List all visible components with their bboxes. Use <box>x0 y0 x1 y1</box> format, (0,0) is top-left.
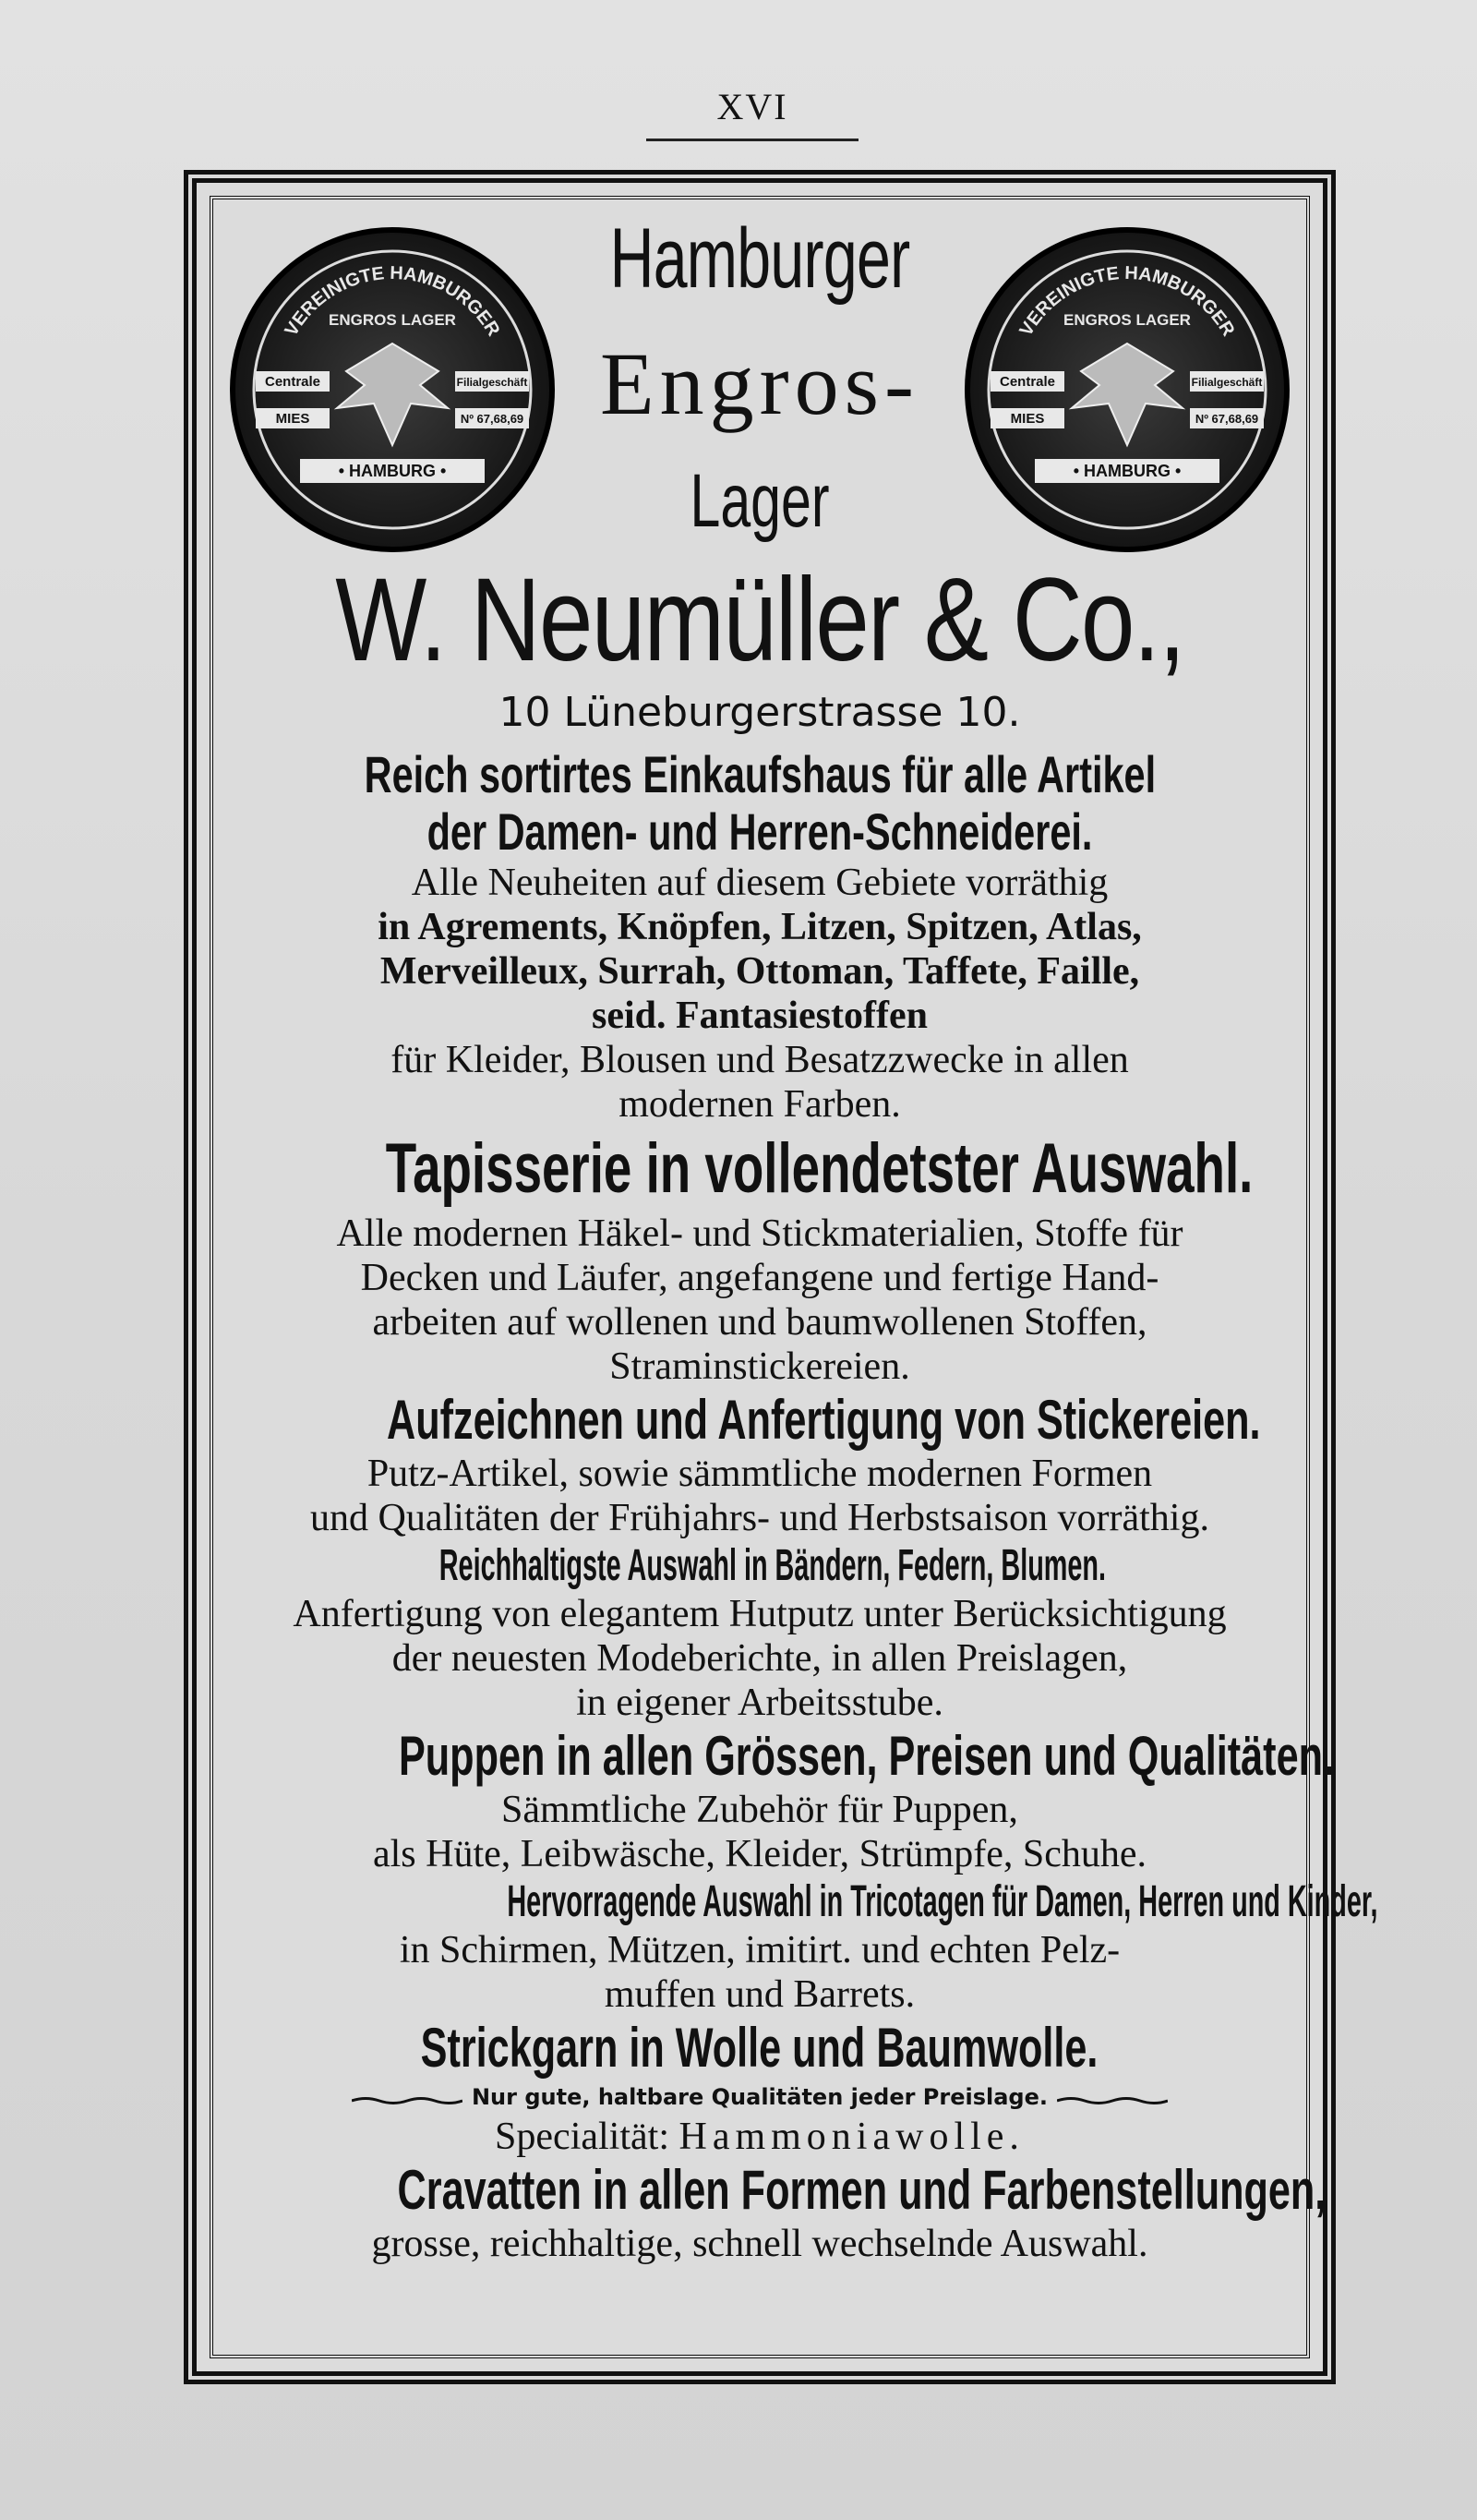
body-line-row <box>217 1928 1303 1972</box>
body-line-row <box>217 1725 1334 1788</box>
body-line: Merveilleux, Surrah, Ottoman, Taffete, Faille, <box>379 950 1140 993</box>
left-seal-top-text: VEREINIGTE HAMBURGER <box>281 262 504 340</box>
body-line-row <box>217 1592 1303 1636</box>
body-line-row <box>217 949 1303 994</box>
left-seal-sub-text: ENGROS LAGER <box>329 311 456 329</box>
body-line-row <box>217 1344 1303 1389</box>
page-number: XVI <box>716 86 788 127</box>
speciality-row <box>217 2115 1303 2159</box>
body-line-row <box>217 1256 1303 1300</box>
body-line-row <box>217 1212 1303 1256</box>
body-line-row <box>217 1127 1303 1212</box>
body-line: Alle Neuheiten auf diesem Gebiete vorräthig <box>411 862 1109 904</box>
left-seal-right-small: Nº 67,68,69 <box>460 412 524 426</box>
body-line-row <box>217 1082 1303 1127</box>
body-line: als Hüte, Leibwäsche, Kleider, Strümpfe, Schuhe. <box>372 1833 1147 1875</box>
right-seal-left-small: MIES <box>1010 411 1045 427</box>
cravat-line: Cravatten in allen Formen und Farbenstellungen, <box>397 2159 1327 2221</box>
body-line: Reich sortirtes Einkaufshaus für alle Artikel <box>364 745 1156 803</box>
left-seal-city: • HAMBURG • <box>338 462 447 480</box>
body-line: Straminstickereien. <box>609 1345 910 1388</box>
body-line-row <box>217 1876 1378 1928</box>
quality-note-row <box>217 2080 1303 2115</box>
body-line-row <box>217 1452 1303 1496</box>
body-line: Putz-Artikel, sowie sämmtliche modernen Formen <box>366 1453 1153 1495</box>
advertisement-frame <box>192 178 1378 2376</box>
body-line: Anfertigung von elegantem Hutputz unter Berücksichtigung <box>293 1593 1227 1635</box>
page-number-rule <box>646 139 859 141</box>
header-line-hamburger: Hamburger <box>609 211 910 306</box>
body-line-row <box>217 994 1303 1038</box>
body-line-row <box>217 1636 1303 1681</box>
firm-name: W. Neumüller & Co., <box>335 554 1184 686</box>
body-line: Strickgarn in Wolle und Baumwolle. <box>421 2017 1099 2079</box>
body-line-row <box>217 1540 1303 1592</box>
body-line: und Qualitäten der Frühjahrs- und Herbstsaison vorräthig. <box>310 1497 1209 1539</box>
body-line-row <box>217 1389 1303 1452</box>
body-line-row <box>217 1038 1303 1082</box>
body-line: Sämmtliche Zubehör für Puppen, <box>501 1789 1018 1831</box>
final-line: grosse, reichhaltige, schnell wechselnde Auswahl. <box>371 2223 1148 2265</box>
firm-address: 10 Lüneburgerstrasse 10. <box>498 689 1021 736</box>
advertisement-body <box>217 745 1378 2266</box>
body-line: in eigener Arbeitsstube. <box>576 1682 943 1724</box>
body-line: der neuesten Modeberichte, in allen Preislagen, <box>391 1637 1128 1680</box>
left-flourish-icon <box>342 2092 472 2108</box>
body-line: muffen und Barrets. <box>604 1973 916 2016</box>
right-seal-top-text: VEREINIGTE HAMBURGER <box>1015 262 1239 340</box>
body-line: Puppen in allen Grössen, Preisen und Qualitäten. <box>398 1725 1334 1787</box>
body-line-row <box>217 746 1303 803</box>
body-line: Tapisserie in vollendetster Auswahl. <box>385 1129 1254 1208</box>
left-seal-left-small: MIES <box>275 411 310 427</box>
body-line-row <box>217 905 1303 949</box>
speciality-value: Hammoniawolle. <box>678 2116 1025 2158</box>
header-line-lager: Lager <box>690 459 830 543</box>
body-line-row <box>217 1496 1303 1540</box>
body-line: in Schirmen, Mützen, imitirt. und echten Pelz- <box>399 1929 1121 1971</box>
body-line: Decken und Läufer, angefangene und fertige Hand- <box>360 1257 1159 1299</box>
cravat-row <box>217 2159 1327 2222</box>
body-line-row <box>217 1681 1303 1725</box>
body-line: für Kleider, Blousen und Besatzzwecke in allen <box>390 1039 1129 1081</box>
body-line-row <box>217 803 1303 861</box>
body-line-row <box>217 861 1303 905</box>
body-line: Hervorragende Auswahl in Tricotagen für Damen, Herren und Kinder, <box>507 1877 1378 1926</box>
right-seal-right-label: Filialgeschäft <box>1191 376 1263 389</box>
body-line-row <box>217 1300 1303 1344</box>
body-line: seid. Fantasiestoffen <box>592 995 928 1037</box>
quality-note: Nur gute, haltbare Qualitäten jeder Preislage. <box>471 2084 1049 2110</box>
right-seal-sub-text: ENGROS LAGER <box>1063 311 1191 329</box>
right-flourish-icon <box>1048 2092 1177 2108</box>
right-seal-left-label: Centrale <box>999 374 1056 390</box>
body-line-row <box>217 2017 1303 2080</box>
right-seal-city: • HAMBURG • <box>1073 462 1182 480</box>
left-seal-right-label: Filialgeschäft <box>456 376 528 389</box>
body-line: arbeiten auf wollenen und baumwollenen Stoffen, <box>372 1301 1147 1344</box>
body-line: Alle modernen Häkel- und Stickmaterialien, Stoffe für <box>336 1212 1183 1255</box>
left-seal-left-label: Centrale <box>264 374 321 390</box>
body-line-row <box>217 1832 1303 1876</box>
body-line-row <box>217 1972 1303 2017</box>
body-line: Reichhaltigste Auswahl in Bändern, Federn, Blumen. <box>438 1541 1106 1590</box>
body-line-row <box>217 1788 1303 1832</box>
right-seal-right-small: Nº 67,68,69 <box>1195 412 1259 426</box>
body-line: modernen Farben. <box>618 1083 901 1126</box>
body-line: Aufzeichnen und Anfertigung von Stickereien. <box>387 1389 1261 1451</box>
speciality-label: Specialität: <box>495 2116 669 2158</box>
body-line: der Damen- und Herren-Schneiderei. <box>426 802 1093 861</box>
header-line-engros: Engros- <box>600 334 919 433</box>
body-line: in Agrements, Knöpfen, Litzen, Spitzen, Atlas, <box>378 906 1142 948</box>
